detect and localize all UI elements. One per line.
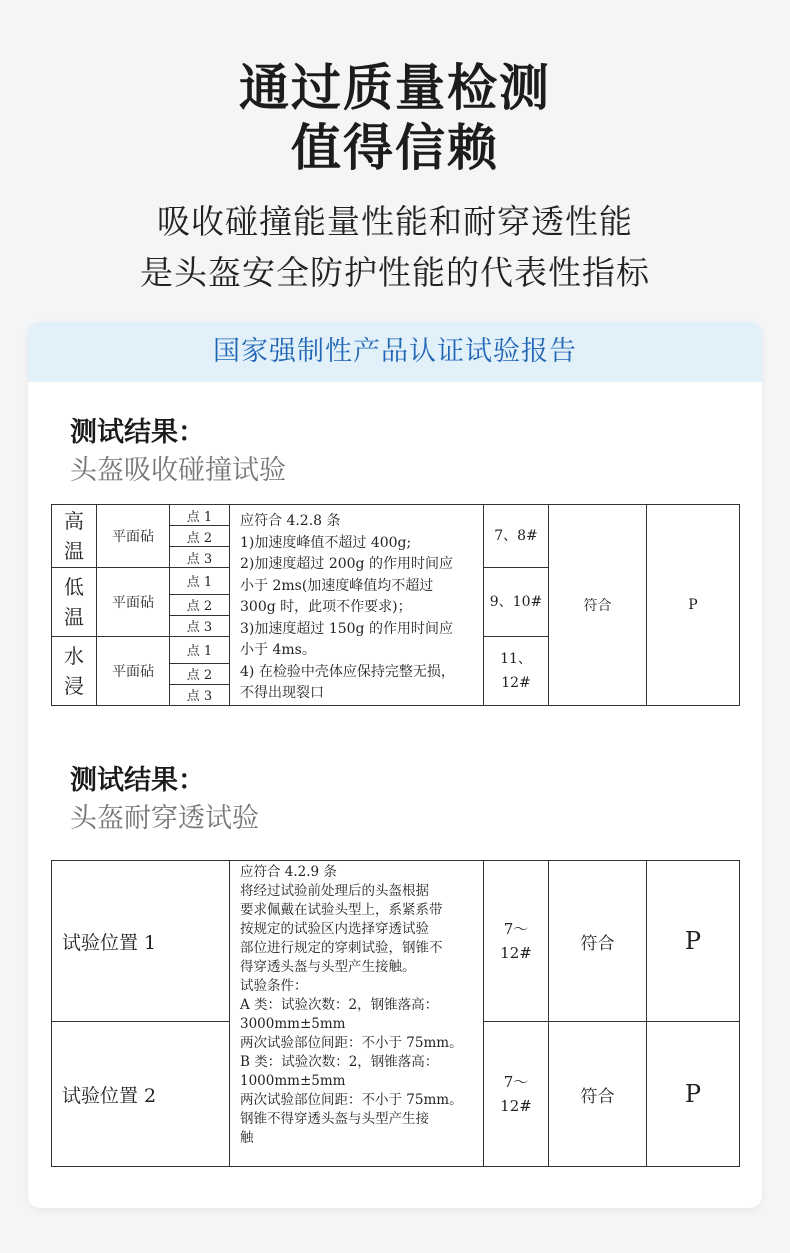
- impact-point: 点 1: [170, 568, 230, 595]
- group-name-low-temp: 低 温: [52, 568, 97, 637]
- impact-point: 点 2: [170, 526, 230, 547]
- anvil-type: 平面砧: [97, 568, 170, 637]
- anvil-type: 平面砧: [97, 636, 170, 705]
- anvil-type: 平面砧: [97, 505, 170, 568]
- section2-name: 头盔耐穿透试验: [70, 803, 259, 834]
- penetration-result: 符合: [549, 1022, 647, 1167]
- sample-numbers: 7、8#: [484, 505, 549, 568]
- test-position: 试验位置 1: [52, 861, 230, 1022]
- impact-test-table: [51, 504, 740, 706]
- penetration-result: 符合: [549, 861, 647, 1022]
- page-subtitle-line1: 吸收碰撞能量性能和耐穿透性能: [157, 202, 633, 241]
- sample-numbers: 7～ 12#: [484, 861, 549, 1022]
- penetration-requirement: 应符合 4.2.9 条 将经过试验前处理后的头盔根据 要求佩戴在试验头型上，系紧系带 按规定的试验区内选择穿透试验 部位进行规定的穿刺试验，钢锥不 得穿透头盔与头型产生接触。 试验条件： A 类：试验次数：2，钢锥落高： 3000mm±5mm 两次试验部位间距：不小于 75mm。 B 类：试验次数：2，钢锥落高： 1000mm±5mm 两次试验部位间距：不小于 75mm。 钢锥不得穿透头盔与头型产生接 触: [230, 861, 484, 1167]
- section1-name: 头盔吸收碰撞试验: [70, 455, 286, 486]
- section1-label: 测试结果：: [70, 417, 205, 448]
- sample-numbers: 11、 12#: [484, 636, 549, 705]
- impact-point: 点 1: [170, 636, 230, 663]
- section2-label: 测试结果：: [70, 765, 205, 796]
- page-title-line2: 值得信赖: [291, 119, 499, 177]
- impact-judgement: P: [647, 505, 740, 706]
- impact-point: 点 1: [170, 505, 230, 526]
- impact-point: 点 2: [170, 663, 230, 684]
- impact-point: 点 3: [170, 684, 230, 705]
- group-name-water-soak: 水 浸: [52, 636, 97, 705]
- sample-numbers: 9、10#: [484, 568, 549, 637]
- impact-result: 符合: [549, 505, 647, 706]
- impact-requirement: 应符合 4.2.8 条 1)加速度峰值不超过 400g; 2)加速度超过 200g 的作用时间应 小于 2ms(加速度峰值均不超过 300g 时，此项不作要求)； 3)加速度超过 150g 的作用时间应 小于 4ms。 4) 在检验中壳体应保持完整无损， 不得出现裂口: [230, 505, 484, 706]
- penetration-judgement: P: [647, 1022, 740, 1167]
- page-subtitle-line2: 是头盔安全防护性能的代表性指标: [140, 253, 650, 292]
- impact-point: 点 3: [170, 547, 230, 568]
- penetration-judgement: P: [647, 861, 740, 1022]
- impact-point: 点 3: [170, 615, 230, 636]
- group-name-high-temp: 高 温: [52, 505, 97, 568]
- page-title-line1: 通过质量检测: [239, 59, 551, 117]
- penetration-test-table: [51, 860, 740, 1167]
- report-card-heading: 国家强制性产品认证试验报告: [28, 322, 762, 382]
- test-position: 试验位置 2: [52, 1022, 230, 1167]
- sample-numbers: 7～ 12#: [484, 1022, 549, 1167]
- impact-point: 点 2: [170, 594, 230, 615]
